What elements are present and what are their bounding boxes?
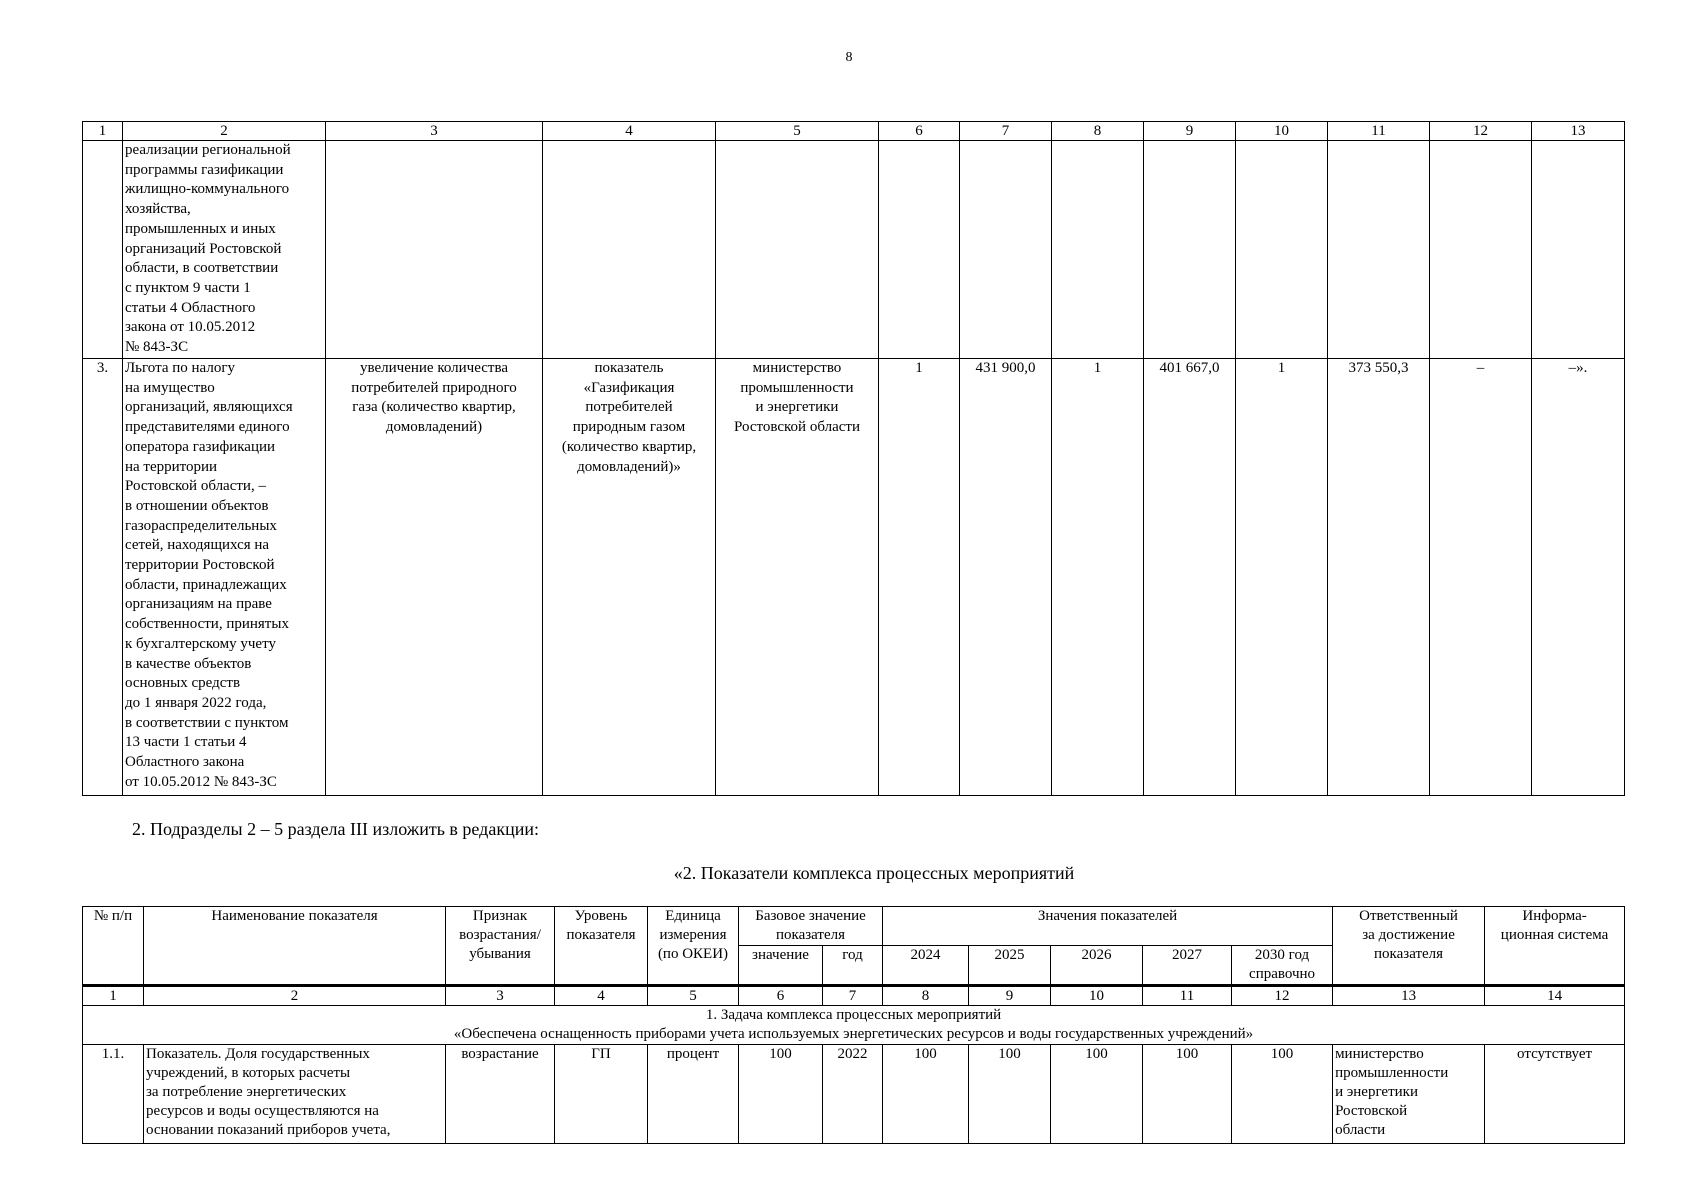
text-line: за достижение xyxy=(1362,927,1455,943)
text-line: ционная система xyxy=(1500,927,1609,943)
text-line: справочно xyxy=(1249,966,1316,982)
col-number: 13 xyxy=(1532,122,1625,141)
text-line: Уровень xyxy=(574,908,628,924)
table-row-3 xyxy=(83,359,1625,796)
indicators-table xyxy=(82,906,1625,1144)
header-row-1 xyxy=(83,907,1625,946)
text-line: «Газификация xyxy=(583,379,675,396)
text-line: организаций, являющихся xyxy=(125,399,293,416)
text-line: показателя xyxy=(566,927,636,943)
col-number: 11 xyxy=(1328,122,1430,141)
header-name: Наименование показателя xyxy=(144,907,446,986)
header-unit xyxy=(648,907,739,986)
col-number: 6 xyxy=(879,122,960,141)
text-line: в качестве объектов xyxy=(125,655,252,672)
text-line: собственности, принятых xyxy=(125,616,289,633)
text-line: промышленности xyxy=(1335,1065,1449,1081)
text-line: министерство xyxy=(752,360,842,376)
text-line: ресурсов и воды осуществляются на xyxy=(146,1103,379,1119)
text-line: сетей, находящихся на xyxy=(125,537,270,554)
col-number: 1 xyxy=(83,986,144,1006)
text-line: Ростовской xyxy=(1335,1103,1408,1119)
text-line: на имущество xyxy=(125,379,215,396)
amendment-paragraph: 2. Подразделы 2 – 5 раздела III изложить в редакции: xyxy=(132,819,539,839)
col-number: 10 xyxy=(1236,122,1328,141)
text-line: Областного закона xyxy=(125,754,245,771)
value-cell: 100 xyxy=(1051,1045,1143,1144)
text-line: в соответствии с пунктом xyxy=(125,714,289,731)
text-line: 13 части 1 статьи 4 xyxy=(125,734,247,751)
text-line: 1. Задача комплекса процессных мероприятий xyxy=(705,1007,1002,1023)
text-line: за потребление энергетических xyxy=(146,1084,347,1100)
col-number: 12 xyxy=(1430,122,1532,141)
value-cell: 100 xyxy=(1143,1045,1232,1144)
text-line: домовладений)» xyxy=(577,458,681,475)
page-number: 8 xyxy=(845,50,853,65)
column-number-row xyxy=(83,986,1625,1006)
text-line: газа (количество квартир, xyxy=(352,399,516,416)
text-line: реализации региональной xyxy=(125,142,291,158)
text-line: статьи 4 Областного xyxy=(125,299,256,316)
task-title xyxy=(83,1006,1625,1045)
text-line: хозяйства, xyxy=(125,201,191,218)
text-line: промышленных и иных xyxy=(125,220,276,237)
header-level xyxy=(555,907,648,986)
text-line: (количество квартир, xyxy=(561,438,697,455)
text-line: газораспределительных xyxy=(125,517,277,534)
col-number: 2 xyxy=(144,986,446,1006)
text-line: организаций Ростовской xyxy=(125,240,282,257)
text-line: области, в соответствии xyxy=(125,260,279,277)
value-cell: 100 xyxy=(883,1045,969,1144)
sign-cell: возрастание xyxy=(446,1045,555,1144)
text-line: Ростовской области, – xyxy=(125,478,266,495)
text-line: закона от 10.05.2012 xyxy=(125,319,256,336)
value-cell: 373 550,3 xyxy=(1328,359,1430,796)
text-line: основных средств xyxy=(125,675,241,692)
header-sign xyxy=(446,907,555,986)
indicator-name xyxy=(144,1045,446,1144)
header-year: 2025 xyxy=(969,946,1051,986)
text-line: территории Ростовской xyxy=(125,557,275,574)
header-base xyxy=(739,907,883,946)
value-cell: 1 xyxy=(1236,359,1328,796)
task-row xyxy=(83,1006,1625,1045)
column-number-row xyxy=(83,122,1625,141)
base-year-cell: 2022 xyxy=(823,1045,883,1144)
header-base-value: значение xyxy=(739,946,823,986)
table-row xyxy=(83,1045,1625,1144)
col-number: 7 xyxy=(823,986,883,1006)
col-number: 12 xyxy=(1232,986,1333,1006)
text-line: жилищно-коммунального xyxy=(125,181,290,198)
col-number: 8 xyxy=(883,986,969,1006)
col-number: 14 xyxy=(1485,986,1625,1006)
text-line: области xyxy=(1335,1122,1386,1138)
col-number: 8 xyxy=(1052,122,1144,141)
text-line: области, принадлежащих xyxy=(125,576,287,593)
text-line: увеличение количества xyxy=(359,360,508,376)
benefit-name-cell xyxy=(123,359,326,796)
text-line: Ростовской области xyxy=(734,419,860,436)
col-number: 2 xyxy=(123,122,326,141)
col-number: 4 xyxy=(543,122,716,141)
col-number: 6 xyxy=(739,986,823,1006)
text-line: учреждений, в которых расчеты xyxy=(146,1065,351,1081)
header-responsible xyxy=(1333,907,1485,986)
text-line: природным газом xyxy=(572,419,686,436)
text-line: возрастания/ xyxy=(459,927,541,943)
text-line: министерство xyxy=(1335,1046,1424,1062)
curator-cell xyxy=(716,359,879,796)
text-line: 2030 год xyxy=(1254,947,1310,963)
goal-cell xyxy=(326,359,543,796)
value-cell: – xyxy=(1430,359,1532,796)
header-base-year: год xyxy=(823,946,883,986)
text-line: потребителей xyxy=(585,399,673,416)
row-number: 1.1. xyxy=(83,1045,144,1144)
text-line: показателя xyxy=(775,927,846,943)
responsible-cell xyxy=(1333,1045,1485,1144)
text-line: убывания xyxy=(469,946,531,962)
text-line: на территории xyxy=(125,458,218,475)
tax-benefits-table xyxy=(82,121,1625,796)
col-number: 9 xyxy=(969,986,1051,1006)
text-line: потребителей природного xyxy=(351,379,517,396)
header-info-system xyxy=(1485,907,1625,986)
value-cell: 1 xyxy=(879,359,960,796)
text-line: промышленности xyxy=(740,379,854,396)
value-cell: 100 xyxy=(969,1045,1051,1144)
text-line: «Обеспечена оснащенность приборами учета используемых энергетических ресурсов и воды государственных учреждений» xyxy=(453,1026,1254,1042)
indicator-cell xyxy=(543,359,716,796)
header-year: 2024 xyxy=(883,946,969,986)
text-line: Базовое значение xyxy=(755,908,866,924)
table-row-continued xyxy=(83,141,1625,359)
text-line: Ответственный xyxy=(1359,908,1458,924)
info-system-cell: отсутствует xyxy=(1485,1045,1625,1144)
text-line: № 843-ЗС xyxy=(125,339,189,356)
col-number: 3 xyxy=(446,986,555,1006)
text-line: с пунктом 9 части 1 xyxy=(125,279,251,296)
col-number: 11 xyxy=(1143,986,1232,1006)
text-line: Показатель. Доля государственных xyxy=(146,1046,370,1062)
col-number: 10 xyxy=(1051,986,1143,1006)
value-cell: 431 900,0 xyxy=(960,359,1052,796)
value-cell: 1 xyxy=(1052,359,1144,796)
header-values: Значения показателей xyxy=(883,907,1333,946)
text-line: оператора газификации xyxy=(125,438,276,455)
col-number: 13 xyxy=(1333,986,1485,1006)
header-year xyxy=(1232,946,1333,986)
text-line: Информа- xyxy=(1522,908,1587,924)
col-number: 7 xyxy=(960,122,1052,141)
header-year: 2026 xyxy=(1051,946,1143,986)
header-year: 2027 xyxy=(1143,946,1232,986)
header-num: № п/п xyxy=(83,907,144,986)
value-cell: 100 xyxy=(1232,1045,1333,1144)
col-number: 4 xyxy=(555,986,648,1006)
col-number: 9 xyxy=(1144,122,1236,141)
text-line: показателя xyxy=(1374,946,1444,962)
text-line: в отношении объектов xyxy=(125,497,269,514)
text-line: Льгота по налогу xyxy=(125,360,235,376)
text-line: и энергетики xyxy=(755,399,839,416)
col-number: 5 xyxy=(716,122,879,141)
text-line: измерения xyxy=(659,927,727,943)
text-line: Признак xyxy=(472,908,528,924)
value-cell: –». xyxy=(1532,359,1625,796)
section-title: «2. Показатели комплекса процессных мероприятий xyxy=(673,863,1075,883)
text-line: показатель xyxy=(594,360,664,376)
level-cell: ГП xyxy=(555,1045,648,1144)
text-line: программы газификации xyxy=(125,161,284,178)
text-line: домовладений) xyxy=(385,419,483,436)
text-line: до 1 января 2022 года, xyxy=(125,694,267,711)
row-number: 3. xyxy=(83,359,123,796)
benefit-name-cell xyxy=(123,141,326,359)
col-number: 3 xyxy=(326,122,543,141)
text-line: (по ОКЕИ) xyxy=(657,946,729,962)
text-line: от 10.05.2012 № 843-ЗС xyxy=(125,773,277,790)
text-line: Единица xyxy=(665,908,721,924)
col-number: 5 xyxy=(648,986,739,1006)
base-value-cell: 100 xyxy=(739,1045,823,1144)
value-cell: 401 667,0 xyxy=(1144,359,1236,796)
text-line: представителями единого xyxy=(125,419,290,436)
text-line: к бухгалтерскому учету xyxy=(125,635,276,652)
text-line: организациям на праве xyxy=(125,596,272,613)
text-line: основании показаний приборов учета, xyxy=(146,1122,391,1138)
col-number: 1 xyxy=(83,122,123,141)
unit-cell: процент xyxy=(648,1045,739,1144)
text-line: и энергетики xyxy=(1335,1084,1418,1100)
